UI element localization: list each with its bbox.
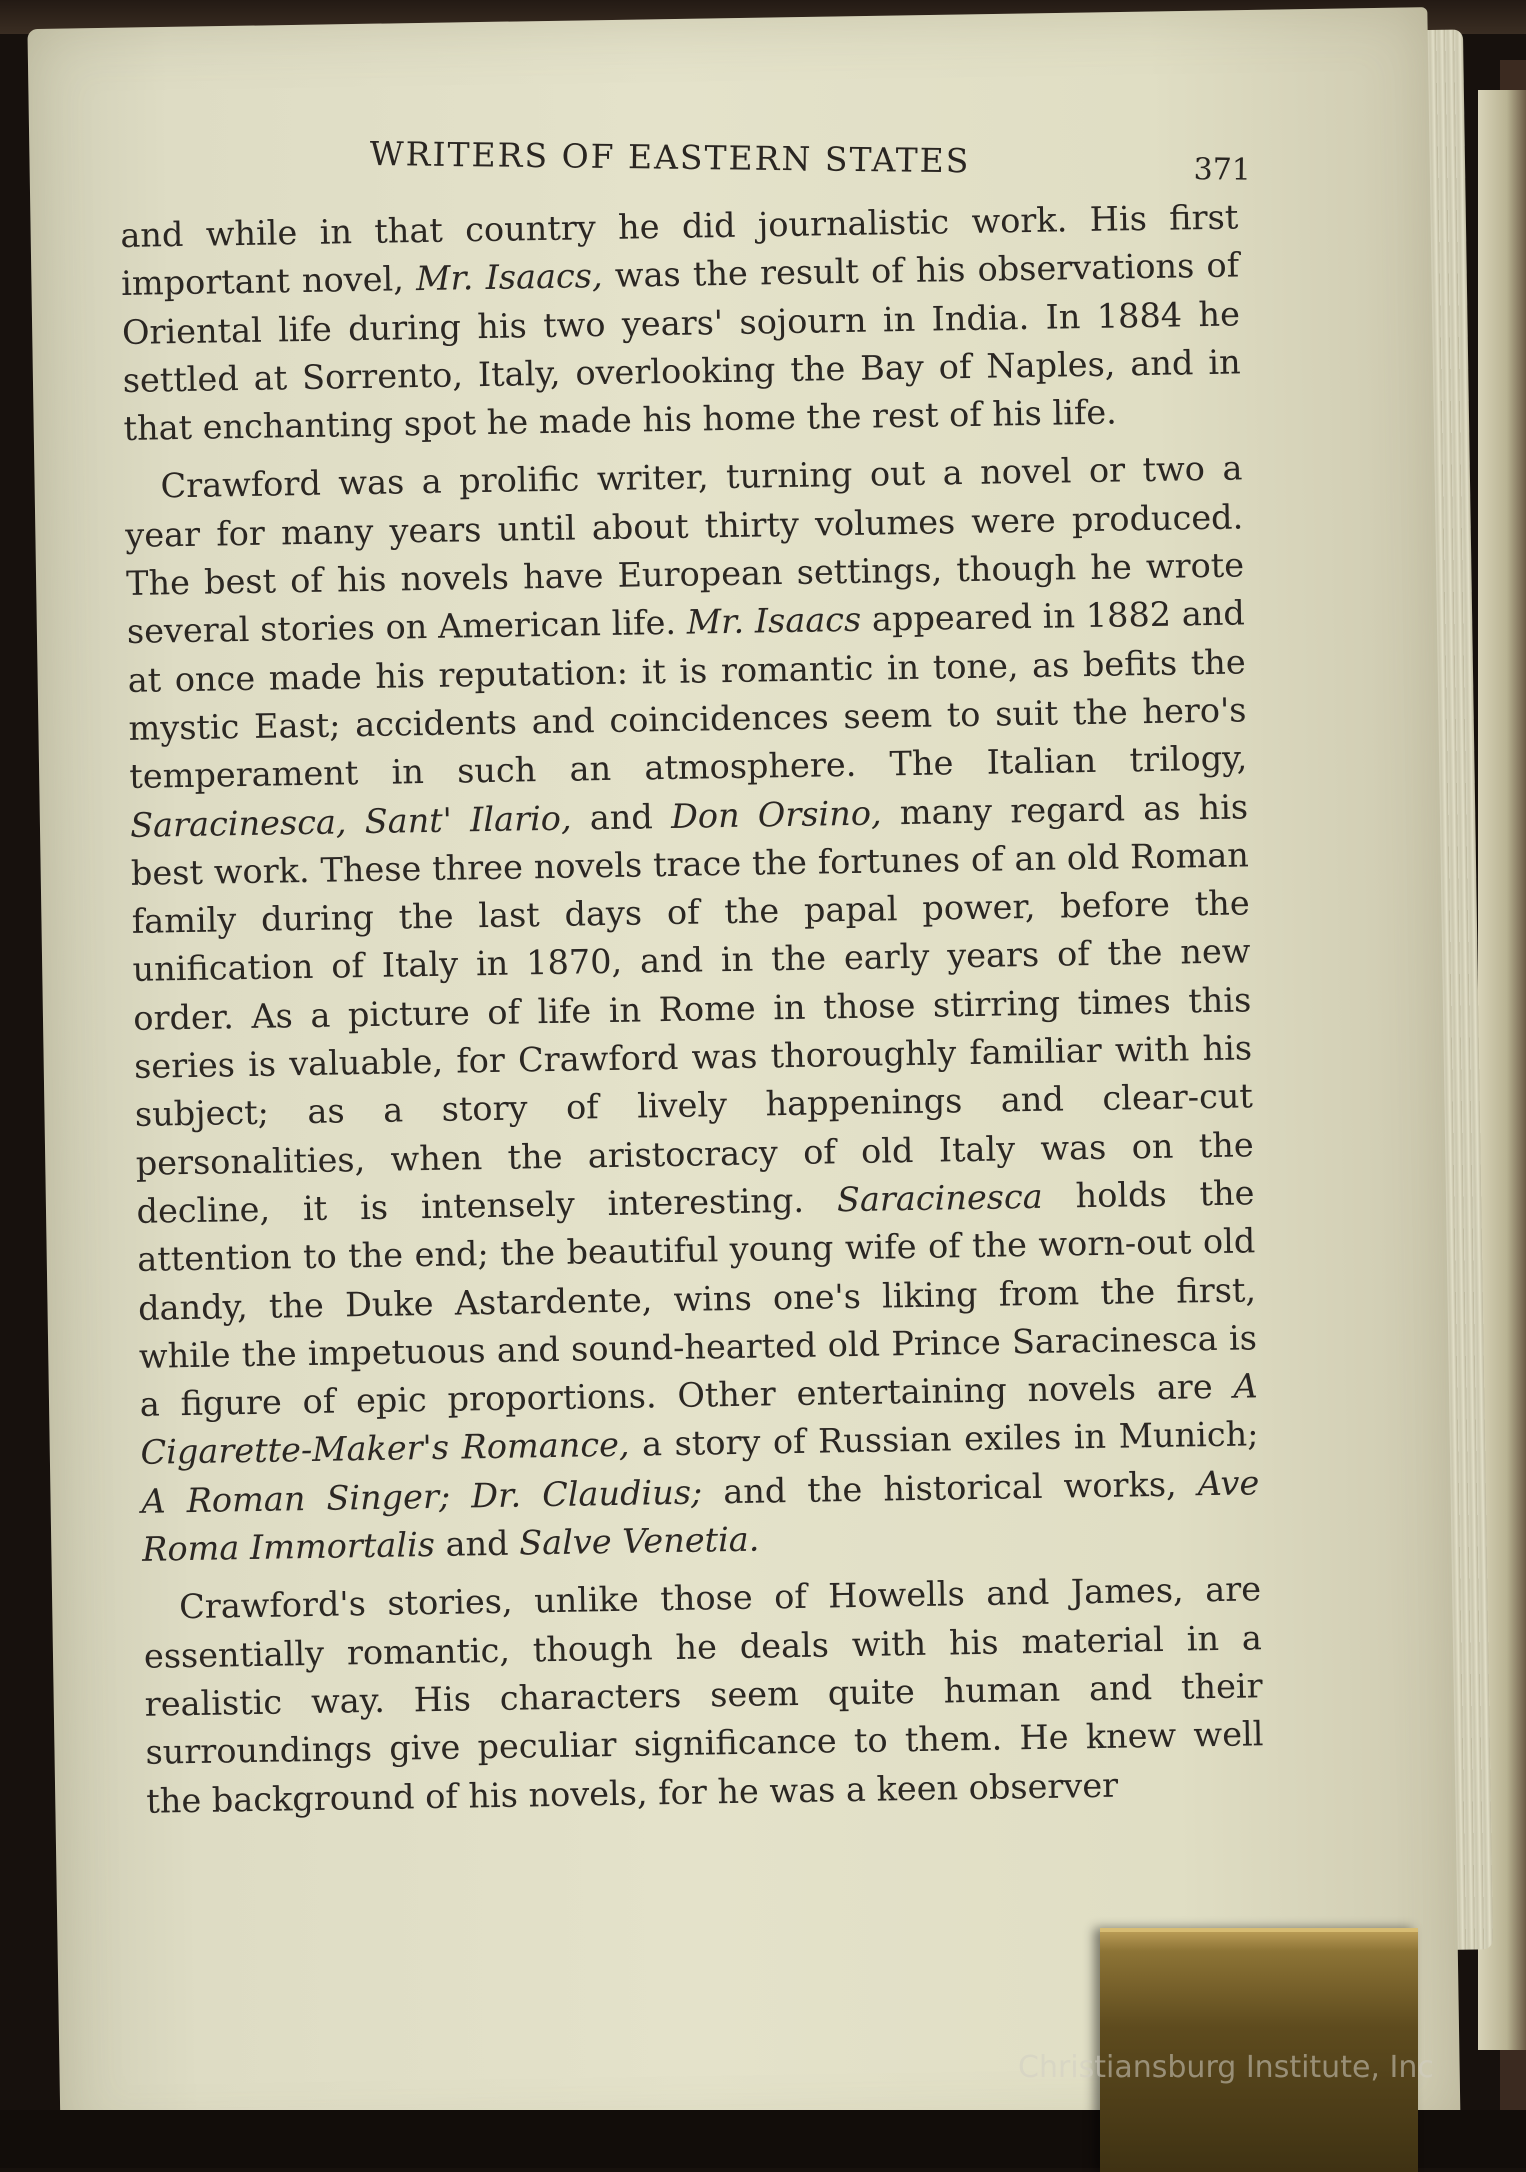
book-title: Saracinesca [836,1176,1043,1220]
paragraph-1: and while in that country he did journalistic work. His first important novel, Mr. Isaacs, was the result of his observations of Oriental life during his two years' sojourn in India. In 1884 he settled at Sorrento, Italy, overlooking the Bay of Naples, and in that enchanting spot he made his home the rest of his life. [120,197,1241,449]
running-head: WRITERS OF EASTERN STATES [369,134,971,181]
book-title: A Roman Singer; Dr. Claudius; [141,1472,703,1521]
book-title: Don Orsino, [670,793,882,836]
paragraph-3: Crawford's stories, unlike those of Howells and James, are essentially romantic, though he deals with his material in a realistic way. His characters seem quite human and their surroundings give peculiar significance to them. He knew well the background of his novels, for he was a keen observer [143,1569,1264,1821]
page-number: 371 [1193,152,1252,188]
body-text [120,193,1265,1835]
book-title: Salve Venetia. [518,1519,760,1563]
book-title: A Cigarette-Maker's Romance, [140,1366,1258,1473]
book-title: Ave Roma Immortalis [141,1463,1260,1569]
watermark: Christiansburg Institute, Inc [1018,2050,1434,2085]
book-title: Mr. Isaacs [686,600,862,643]
book-title: Mr. Isaacs, [415,256,603,299]
paragraph-2: Crawford was a prolific writer, turning out a novel or two a year for many years until about thirty volumes were produced. The best of his novels have European settings, though he wrote several stories on American life. Mr. Isaacs appeared in 1882 and at once made his reputation: it is romantic in tone, as befits the mystic East; accidents and coincidences seem to suit the hero's temperament in such an atmosphere. The Italian trilogy, Saracinesca, Sant' Ilario, and Don Orsino, many regard as his best work. These three novels trace the fortunes of an old Roman family during the last days of the papal power, before the unification of Italy in 1870, and in the early years of the new order. As a picture of life in Rome in those stirring times this series is valuable, for Crawford was thoroughly familiar with his subject; as a story of lively happenings and clear-cut personalities, when the aristocracy of old Italy was on the decline, it is intensely interesting. Saracinesca holds the attention to the end; the beautiful young wife of the worn-out old dandy, the Duke Astardente, wins one's liking from the first, while the impetuous and sound-hearted old Prince Saracinesca is a figure of epic proportions. Other entertaining novels are A Cigarette-Maker's Romance, a story of Russian exiles in Munich; A Roman Singer; Dr. Claudius; and the historical works, Ave Roma Immortalis and Salve Venetia. [125,448,1260,1569]
book-title: Saracinesca, Sant' Ilario, [129,798,572,845]
